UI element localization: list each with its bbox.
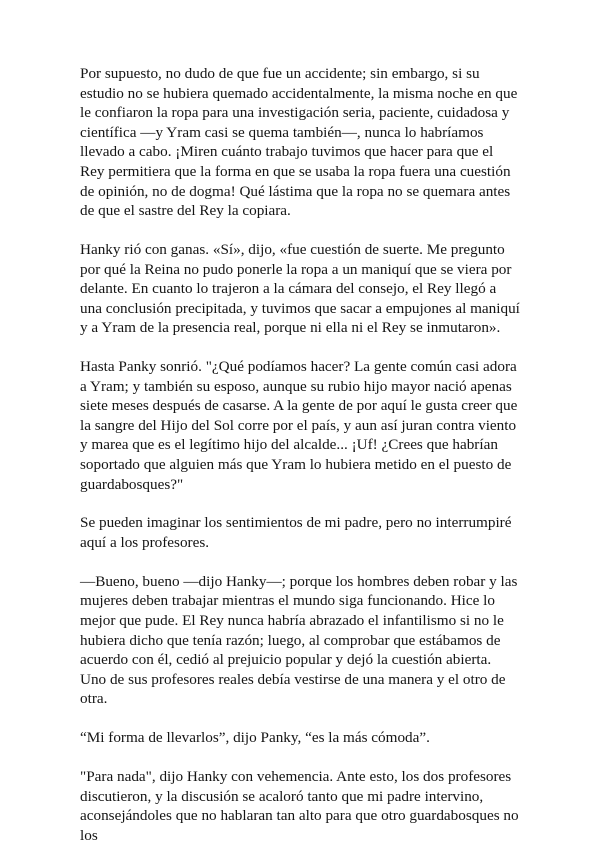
- paragraph: Se pueden imaginar los sentimientos de mi padre, pero no interrumpiré aquí a los profesores.: [80, 514, 512, 552]
- paragraph: Hasta Panky sonrió. "¿Qué podíamos hacer? La gente común casi adora a Yram; y también su esposo, aunque su rubio hijo mayor nació apenas siete meses después de casarse. A la gente de por aquí le gusta creer que la sangre del Hijo del Sol corre por el país, y aun así juran contra viento y marea que es el legítimo hijo del alcalde... ¡Uf! ¿Crees que habrían soportado que alguien más que Yram lo hubiera metido en el puesto de guardabosques?": [80, 358, 518, 493]
- paragraph: “Mi forma de llevarlos”, dijo Panky, “es la más cómoda”.: [80, 729, 430, 747]
- paragraph: "Para nada", dijo Hanky con vehemencia. Ante esto, los dos profesores discutieron, y la discusión se acaloró tanto que mi padre intervino, aconsejándoles que no hablaran tan alto para que otro guardabosques no los: [80, 767, 519, 844]
- paragraph: —Bueno, bueno —dijo Hanky—; porque los hombres deben robar y las mujeres deben trabajar mientras el mundo siga funcionando. Hice lo mejor que pude. El Rey nunca habría abrazado el infantilismo si no le hubiera dicho que tenía razón; luego, al comprobar que estábamos de acuerdo con él, cedió al prejuicio popular y dejó la cuestión abierta. Uno de sus profesores reales debía vestirse de una manera y el otro de otra.: [80, 572, 518, 708]
- document-page: [80, 64, 520, 845]
- paragraph: Por supuesto, no dudo de que fue un accidente; sin embargo, si su estudio no se hubiera quemado accidentalmente, la misma noche en que le confiaron la ropa para una investigación seria, paciente, cuidadosa y científica —y Yram casi se quema también—, nunca lo habríamos llevado a cabo. ¡Miren cuánto trabajo tuvimos que hacer para que el Rey permitiera que la forma en que se usaba la ropa fuera una cuestión de opinión, no de dogma! Qué lástima que la ropa no se quemara antes de que el sastre del Rey la copiara.: [80, 65, 518, 220]
- paragraph: Hanky rió con ganas. «Sí», dijo, «fue cuestión de suerte. Me pregunto por qué la Reina no pudo ponerle la ropa a un maniquí que se viera por delante. En cuanto lo trajeron a la cámara del consejo, el Rey llegó a una conclusión precipitada, y tuvimos que sacar a empujones al maniquí y a Yram de la presencia real, porque ni ella ni el Rey se inmutaron».: [80, 240, 520, 337]
